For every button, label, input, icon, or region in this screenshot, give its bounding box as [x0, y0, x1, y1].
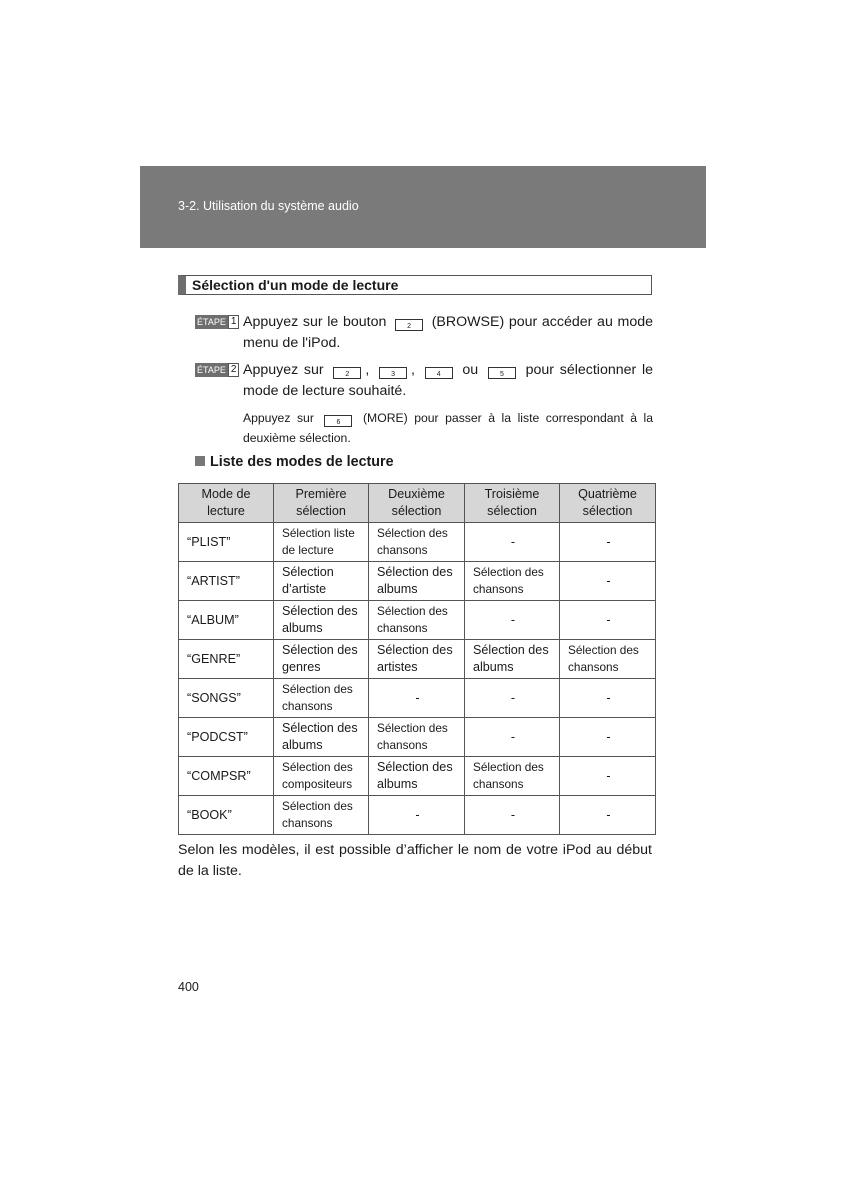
table-cell: Sélection des artistes	[369, 640, 465, 679]
table-cell: “PODCST”	[179, 718, 274, 757]
table-cell: Sélection des albums	[465, 640, 560, 679]
table-cell: Sélection des albums	[369, 562, 465, 601]
table-row	[179, 718, 656, 757]
table-header-cell: Troisième sélection	[465, 484, 560, 523]
table-cell: Sélection des chansons	[274, 796, 369, 835]
table-cell: Sélection des chansons	[560, 640, 656, 679]
table-row	[179, 640, 656, 679]
modes-table	[178, 483, 656, 835]
table-cell: Sélection des chansons	[369, 601, 465, 640]
page-number: 400	[178, 980, 199, 994]
more-key-icon: 6	[324, 415, 352, 427]
key-5-icon: 5	[488, 367, 516, 379]
step-1-badge: ÉTAPE 1	[195, 315, 239, 329]
table-cell: -	[465, 718, 560, 757]
step-2-text: Appuyez sur 2 , 3 , 4 ou 5 pour sélectionner le mode de lecture souhaité.	[243, 362, 653, 399]
square-bullet-icon	[195, 456, 205, 466]
table-cell: -	[560, 562, 656, 601]
table-row	[179, 562, 656, 601]
table-cell: “ALBUM”	[179, 601, 274, 640]
table-cell: “COMPSR”	[179, 757, 274, 796]
chapter-header	[140, 166, 706, 248]
table-row	[179, 757, 656, 796]
table-header-cell: Mode de lecture	[179, 484, 274, 523]
table-cell: Sélection des chansons	[274, 679, 369, 718]
table-row	[179, 523, 656, 562]
table-cell: “PLIST”	[179, 523, 274, 562]
table-cell: “BOOK”	[179, 796, 274, 835]
table-cell: “SONGS”	[179, 679, 274, 718]
table-row	[179, 679, 656, 718]
browse-key-icon: 2	[395, 319, 423, 331]
table-cell: Sélection des chansons	[465, 757, 560, 796]
table-row	[179, 601, 656, 640]
table-cell: Sélection des genres	[274, 640, 369, 679]
table-cell: Sélection liste de lecture	[274, 523, 369, 562]
table-cell: Sélection des chansons	[369, 718, 465, 757]
table-header-cell: Deuxième sélection	[369, 484, 465, 523]
table-cell: Sélection des compositeurs	[274, 757, 369, 796]
table-cell: -	[465, 601, 560, 640]
table-header-cell: Quatrième sélection	[560, 484, 656, 523]
table-cell: -	[369, 796, 465, 835]
table-cell: “ARTIST”	[179, 562, 274, 601]
table-cell: -	[560, 718, 656, 757]
table-cell: -	[465, 796, 560, 835]
table-cell: -	[560, 601, 656, 640]
table-cell: -	[465, 679, 560, 718]
table-cell: Sélection des albums	[369, 757, 465, 796]
section-title: Sélection d'un mode de lecture	[192, 277, 399, 293]
table-cell: Sélection des albums	[274, 718, 369, 757]
table-cell: “GENRE”	[179, 640, 274, 679]
table-row	[179, 796, 656, 835]
footer-note: Selon les modèles, il est possible d’afficher le nom de votre iPod au début de la liste.	[178, 842, 652, 879]
key-3-icon: 3	[379, 367, 407, 379]
key-2-icon: 2	[333, 367, 361, 379]
chapter-title: 3-2. Utilisation du système audio	[178, 199, 359, 213]
table-header-cell: Première sélection	[274, 484, 369, 523]
table-cell: -	[560, 679, 656, 718]
note-text: Appuyez sur 6 (MORE) pour passer à la liste correspondant à la deuxième sélection.	[243, 411, 654, 445]
step-1-text: Appuyez sur le bouton 2 (BROWSE) pour accéder au mode menu de l'iPod.	[243, 314, 653, 351]
table-cell: -	[560, 757, 656, 796]
step-2-badge: ÉTAPE 2	[195, 363, 239, 377]
table-cell: -	[465, 523, 560, 562]
table-cell: Sélection des albums	[274, 601, 369, 640]
table-cell: -	[560, 796, 656, 835]
table-cell: Sélection des chansons	[369, 523, 465, 562]
table-cell: -	[560, 523, 656, 562]
table-cell: -	[369, 679, 465, 718]
table-cell: Sélection d’artiste	[274, 562, 369, 601]
key-4-icon: 4	[425, 367, 453, 379]
list-heading: Liste des modes de lecture	[195, 454, 394, 470]
table-header-row	[179, 484, 656, 523]
section-title-box	[178, 275, 652, 295]
table-cell: Sélection des chansons	[465, 562, 560, 601]
